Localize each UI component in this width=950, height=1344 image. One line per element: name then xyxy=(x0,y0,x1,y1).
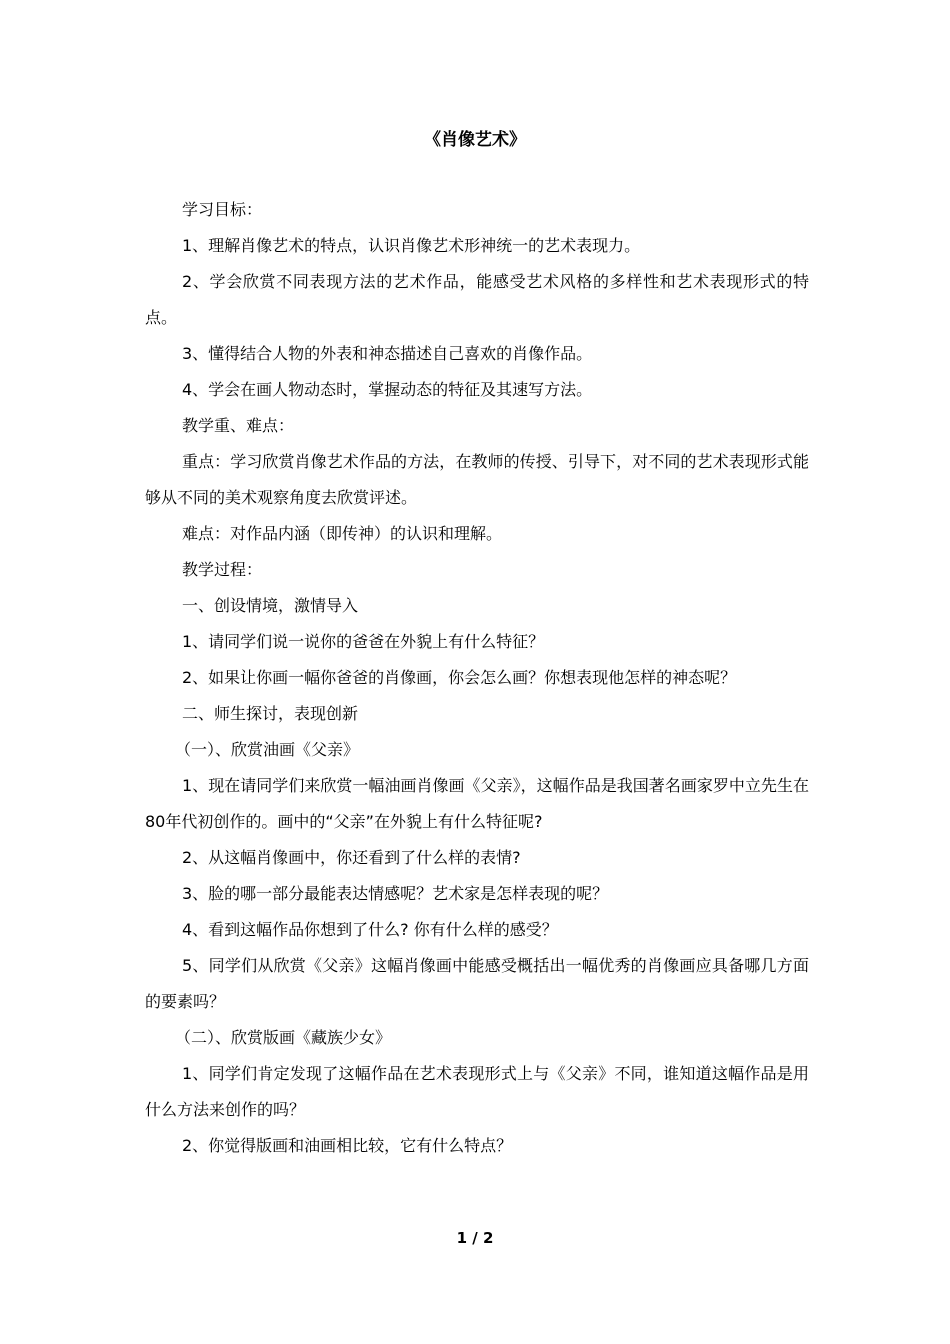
paragraph: 2、如果让你画一幅你爸爸的肖像画，你会怎么画？你想表现他怎样的神态呢？ xyxy=(182,668,737,687)
document-body xyxy=(145,192,809,1164)
paragraph: 难点：对作品内涵（即传神）的认识和理解。 xyxy=(182,524,503,543)
paragraph: 教学过程： xyxy=(182,560,263,579)
page-number: 1 / 2 xyxy=(456,1229,494,1247)
paragraph: 4、看到这幅作品你想到了什么? 你有什么样的感受？ xyxy=(182,920,558,939)
paragraph: 1、请同学们说一说你的爸爸在外貌上有什么特征？ xyxy=(182,632,545,651)
paragraph: 1、同学们肯定发现了这幅作品在艺术表现形式上与《父亲》不同，谁知道这幅作品是用什么方法来创作的吗？ xyxy=(145,1064,809,1119)
paragraph: 1、现在请同学们来欣赏一幅油画肖像画《父亲》，这幅作品是我国著名画家罗中立先生在80年代初创作的。画中的“父亲”在外貌上有什么特征呢? xyxy=(145,776,809,831)
paragraph: 2、你觉得版画和油画相比较，它有什么特点？ xyxy=(182,1136,513,1155)
section-heading: 二、师生探讨，表现创新 xyxy=(182,704,359,723)
paragraph: 2、学会欣赏不同表现方法的艺术作品，能感受艺术风格的多样性和艺术表现形式的特点。 xyxy=(145,272,809,327)
paragraph: 1、理解肖像艺术的特点，认识肖像艺术形神统一的艺术表现力。 xyxy=(182,236,641,255)
paragraph: 3、懂得结合人物的外表和神态描述自己喜欢的肖像作品。 xyxy=(182,344,593,363)
paragraph: 教学重、难点： xyxy=(182,416,295,435)
document-title: 《肖像艺术》 xyxy=(424,130,526,150)
section-heading: 一、创设情境，激情导入 xyxy=(182,596,359,615)
subsection-heading: （一）、欣赏油画《父亲》 xyxy=(175,740,360,759)
subsection-heading: （二）、欣赏版画《藏族少女》 xyxy=(175,1028,392,1047)
paragraph: 2、从这幅肖像画中，你还看到了什么样的表情? xyxy=(182,848,521,867)
paragraph: 5、同学们从欣赏《父亲》这幅肖像画中能感受概括出一幅优秀的肖像画应具备哪几方面的要素吗？ xyxy=(145,956,809,1011)
paragraph: 学习目标： xyxy=(182,200,263,219)
paragraph: 3、脸的哪一部分最能表达情感呢？艺术家是怎样表现的呢？ xyxy=(182,884,609,903)
paragraph: 4、学会在画人物动态时，掌握动态的特征及其速写方法。 xyxy=(182,380,593,399)
paragraph: 重点：学习欣赏肖像艺术作品的方法，在教师的传授、引导下，对不同的艺术表现形式能够从不同的美术观察角度去欣赏评述。 xyxy=(145,452,809,507)
